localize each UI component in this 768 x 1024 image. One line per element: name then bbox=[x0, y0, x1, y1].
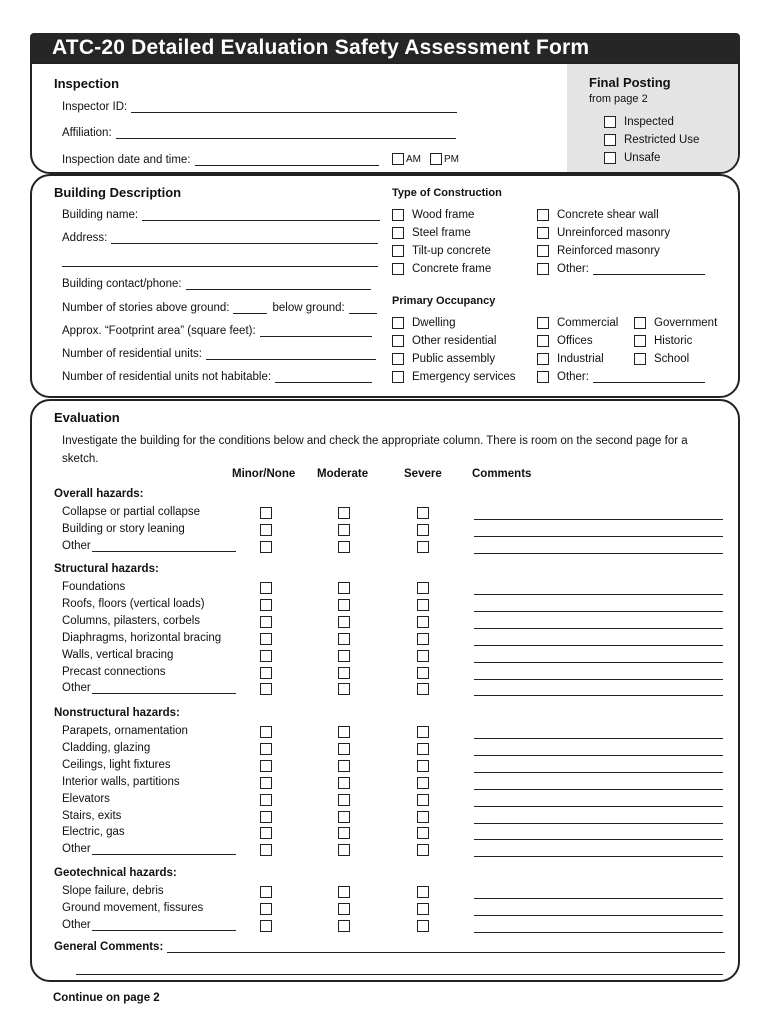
hazard-minor-checkbox[interactable] bbox=[260, 811, 272, 823]
contact-field[interactable] bbox=[62, 278, 371, 290]
hazard-severe-checkbox[interactable] bbox=[417, 920, 429, 932]
occupancy-school-checkbox[interactable] bbox=[634, 353, 646, 365]
hazard-label-text: Other bbox=[62, 843, 91, 856]
hazard-moderate-checkbox[interactable] bbox=[338, 633, 350, 645]
hazard-comment-line[interactable] bbox=[474, 536, 723, 537]
hazard-label-text: Ground movement, fissures bbox=[62, 901, 204, 914]
hazard-group-title: Nonstructural hazards: bbox=[54, 707, 180, 719]
hazard-moderate-checkbox[interactable] bbox=[338, 541, 350, 553]
hazard-minor-checkbox[interactable] bbox=[260, 743, 272, 755]
final-posting-box bbox=[567, 64, 740, 174]
hazard-minor-checkbox[interactable] bbox=[260, 599, 272, 611]
hazard-severe-checkbox[interactable] bbox=[417, 582, 429, 594]
hazard-group-title: Overall hazards: bbox=[54, 488, 144, 500]
residential-units-line[interactable] bbox=[206, 349, 376, 360]
units-not-habitable-field[interactable] bbox=[62, 371, 372, 383]
inspector-id-label: Inspector ID: bbox=[62, 101, 128, 113]
general-comments-line-2[interactable] bbox=[76, 974, 723, 975]
hazard-minor-checkbox[interactable] bbox=[260, 920, 272, 932]
hazard-label bbox=[62, 902, 203, 914]
hazard-label bbox=[62, 540, 236, 552]
hazard-minor-checkbox[interactable] bbox=[260, 827, 272, 839]
hazard-group-title: Structural hazards: bbox=[54, 563, 159, 575]
construction-tilt-up-concrete-label: Tilt-up concrete bbox=[412, 245, 491, 257]
construction-other-label: Other: bbox=[557, 263, 589, 275]
hazard-moderate-checkbox[interactable] bbox=[338, 886, 350, 898]
continue-note: Continue on page 2 bbox=[53, 992, 160, 1004]
pm-label: PM bbox=[444, 153, 459, 165]
hazard-label-text: Ceilings, light fixtures bbox=[62, 758, 171, 771]
occupancy-historic-checkbox[interactable] bbox=[634, 335, 646, 347]
hazard-row bbox=[32, 539, 740, 555]
hazard-label-text: Stairs, exits bbox=[62, 809, 122, 822]
hazard-label-text: Walls, vertical bracing bbox=[62, 648, 174, 661]
hazard-label-text: Cladding, glazing bbox=[62, 741, 151, 754]
hazard-moderate-checkbox[interactable] bbox=[338, 616, 350, 628]
construction-concrete-shear-wall-checkbox[interactable] bbox=[537, 209, 549, 221]
hazard-minor-checkbox[interactable] bbox=[260, 524, 272, 536]
hazard-moderate-checkbox[interactable] bbox=[338, 650, 350, 662]
occupancy-other-residential-label: Other residential bbox=[412, 335, 497, 347]
inspection-title: Inspection bbox=[54, 76, 120, 91]
hazard-comment-line[interactable] bbox=[474, 755, 723, 756]
inspection-section bbox=[30, 62, 740, 174]
affiliation-field[interactable] bbox=[62, 127, 456, 139]
hazard-severe-checkbox[interactable] bbox=[417, 507, 429, 519]
contact-label: Building contact/phone: bbox=[62, 278, 182, 290]
occupancy-other[interactable] bbox=[537, 371, 705, 383]
occupancy-emergency-services-label: Emergency services bbox=[412, 371, 516, 383]
hazard-label bbox=[62, 649, 173, 661]
hazard-moderate-checkbox[interactable] bbox=[338, 507, 350, 519]
construction-wood-frame[interactable] bbox=[392, 209, 474, 221]
hazard-comment-line[interactable] bbox=[474, 679, 723, 680]
construction-reinforced-masonry-checkbox[interactable] bbox=[537, 245, 549, 257]
hazard-minor-checkbox[interactable] bbox=[260, 541, 272, 553]
occupancy-school-label: School bbox=[654, 353, 690, 365]
hazard-comment-line[interactable] bbox=[474, 898, 723, 899]
occupancy-historic-label: Historic bbox=[654, 335, 693, 347]
occupancy-other-residential[interactable] bbox=[392, 335, 496, 347]
general-comments-label: General Comments: bbox=[54, 941, 164, 953]
hazard-comment-line[interactable] bbox=[474, 519, 723, 520]
hazard-row bbox=[32, 681, 740, 697]
construction-title: Type of Construction bbox=[392, 187, 502, 199]
occupancy-dwelling[interactable] bbox=[392, 317, 455, 329]
hazard-moderate-checkbox[interactable] bbox=[338, 683, 350, 695]
occupancy-other-label: Other: bbox=[557, 371, 589, 383]
restricted-use-checkbox[interactable] bbox=[604, 134, 616, 146]
inspector-id-line[interactable] bbox=[131, 102, 457, 113]
construction-tilt-up-concrete-checkbox[interactable] bbox=[392, 245, 404, 257]
hazard-comment-line[interactable] bbox=[474, 611, 723, 612]
hazard-comment-line[interactable] bbox=[474, 628, 723, 629]
hazard-label-text: Elevators bbox=[62, 792, 110, 805]
inspection-date-field[interactable] bbox=[62, 154, 379, 166]
hazard-minor-checkbox[interactable] bbox=[260, 507, 272, 519]
hazard-comment-line[interactable] bbox=[474, 662, 723, 663]
units-not-habitable-line[interactable] bbox=[275, 372, 372, 383]
occupancy-title: Primary Occupancy bbox=[392, 295, 496, 307]
hazard-comment-line[interactable] bbox=[474, 806, 723, 807]
hazard-row bbox=[32, 648, 740, 664]
hazard-moderate-checkbox[interactable] bbox=[338, 903, 350, 915]
inspector-id-field[interactable] bbox=[62, 101, 457, 113]
evaluation-section bbox=[30, 399, 740, 982]
hazard-comment-line[interactable] bbox=[474, 932, 723, 933]
hazard-row bbox=[32, 884, 740, 900]
hazard-label-text: Collapse or partial collapse bbox=[62, 506, 201, 518]
hazard-label-text: Other bbox=[62, 918, 91, 931]
inspection-date-line[interactable] bbox=[195, 155, 379, 166]
hazard-label bbox=[62, 581, 125, 593]
hazard-moderate-checkbox[interactable] bbox=[338, 582, 350, 594]
pm-option[interactable] bbox=[430, 153, 459, 165]
hazard-comment-line[interactable] bbox=[474, 789, 723, 790]
hazard-row bbox=[32, 775, 740, 791]
hazard-comment-line[interactable] bbox=[474, 594, 723, 595]
footprint-line[interactable] bbox=[260, 326, 372, 337]
hazard-moderate-checkbox[interactable] bbox=[338, 844, 350, 856]
hazard-severe-checkbox[interactable] bbox=[417, 794, 429, 806]
construction-other[interactable] bbox=[537, 263, 705, 275]
contact-line[interactable] bbox=[186, 279, 371, 290]
building-name-line[interactable] bbox=[142, 210, 380, 221]
construction-reinforced-masonry-label: Reinforced masonry bbox=[557, 245, 660, 257]
hazard-label bbox=[62, 682, 236, 694]
construction-tilt-up-concrete[interactable] bbox=[392, 245, 491, 257]
hazard-minor-checkbox[interactable] bbox=[260, 667, 272, 679]
occupancy-historic[interactable] bbox=[634, 335, 692, 347]
occupancy-public-assembly[interactable] bbox=[392, 353, 495, 365]
stories-below-line[interactable] bbox=[349, 303, 377, 314]
hazard-other-line[interactable] bbox=[92, 844, 236, 855]
inspected-label: Inspected bbox=[624, 116, 674, 128]
hazard-label-text: Slope failure, debris bbox=[62, 885, 164, 897]
construction-concrete-shear-wall[interactable] bbox=[537, 209, 659, 221]
hazard-row bbox=[32, 842, 740, 858]
construction-other-checkbox[interactable] bbox=[537, 263, 549, 275]
hazard-row bbox=[32, 522, 740, 538]
address-line[interactable] bbox=[111, 233, 378, 244]
hazard-other-line[interactable] bbox=[92, 683, 236, 694]
construction-steel-frame-checkbox[interactable] bbox=[392, 227, 404, 239]
building-description-title: Building Description bbox=[54, 185, 182, 200]
occupancy-offices-label: Offices bbox=[557, 335, 593, 347]
restricted-use-label: Restricted Use bbox=[624, 134, 700, 146]
stories-above-label: Number of stories above ground: bbox=[62, 302, 230, 314]
final-posting-subtitle: from page 2 bbox=[589, 93, 648, 105]
construction-concrete-frame[interactable] bbox=[392, 263, 491, 275]
hazard-comment-line[interactable] bbox=[474, 695, 723, 696]
hazard-label-text: Interior walls, partitions bbox=[62, 775, 180, 788]
occupancy-industrial-label: Industrial bbox=[557, 353, 604, 365]
occupancy-commercial[interactable] bbox=[537, 317, 618, 329]
hazard-minor-checkbox[interactable] bbox=[260, 616, 272, 628]
occupancy-government[interactable] bbox=[634, 317, 717, 329]
hazard-severe-checkbox[interactable] bbox=[417, 811, 429, 823]
construction-reinforced-masonry[interactable] bbox=[537, 245, 660, 257]
hazard-minor-checkbox[interactable] bbox=[260, 844, 272, 856]
construction-steel-frame-label: Steel frame bbox=[412, 227, 471, 239]
final-posting-restricted[interactable] bbox=[604, 134, 699, 146]
hazard-label bbox=[62, 666, 166, 678]
hazard-minor-checkbox[interactable] bbox=[260, 886, 272, 898]
construction-unreinforced-masonry[interactable] bbox=[537, 227, 670, 239]
occupancy-government-checkbox[interactable] bbox=[634, 317, 646, 329]
occupancy-offices-checkbox[interactable] bbox=[537, 335, 549, 347]
occupancy-public-assembly-label: Public assembly bbox=[412, 353, 496, 365]
occupancy-school[interactable] bbox=[634, 353, 689, 365]
hazard-severe-checkbox[interactable] bbox=[417, 667, 429, 679]
hazard-severe-checkbox[interactable] bbox=[417, 777, 429, 789]
hazard-label-text: Electric, gas bbox=[62, 826, 125, 839]
hazard-severe-checkbox[interactable] bbox=[417, 726, 429, 738]
hazard-severe-checkbox[interactable] bbox=[417, 827, 429, 839]
hazard-comment-line[interactable] bbox=[474, 856, 723, 857]
stories-below-label: below ground: bbox=[272, 302, 345, 314]
occupancy-dwelling-checkbox[interactable] bbox=[392, 317, 404, 329]
hazard-label bbox=[62, 742, 150, 754]
occupancy-industrial[interactable] bbox=[537, 353, 604, 365]
hazard-severe-checkbox[interactable] bbox=[417, 903, 429, 915]
hazard-label bbox=[62, 885, 164, 897]
hazard-label bbox=[62, 826, 125, 838]
building-name-label: Building name: bbox=[62, 209, 139, 221]
hazard-minor-checkbox[interactable] bbox=[260, 777, 272, 789]
hazard-label-text: Building or story leaning bbox=[62, 522, 185, 535]
construction-concrete-shear-wall-label: Concrete shear wall bbox=[557, 209, 659, 221]
hazard-severe-checkbox[interactable] bbox=[417, 616, 429, 628]
hazard-moderate-checkbox[interactable] bbox=[338, 524, 350, 536]
construction-unreinforced-masonry-label: Unreinforced masonry bbox=[557, 227, 671, 239]
hazard-label bbox=[62, 632, 221, 644]
residential-units-label: Number of residential units: bbox=[62, 348, 202, 360]
final-posting-unsafe[interactable] bbox=[604, 152, 660, 164]
stories-above-line[interactable] bbox=[233, 303, 267, 314]
unsafe-label: Unsafe bbox=[624, 152, 661, 164]
am-label: AM bbox=[406, 153, 421, 165]
col-moderate: Moderate bbox=[317, 468, 369, 480]
evaluation-intro: Investigate the building for the conditions below and check the appropriate column. There is room on the second page for a sketch. bbox=[62, 435, 688, 465]
col-severe: Severe bbox=[404, 468, 442, 480]
footprint-field[interactable] bbox=[62, 325, 372, 337]
address-line-2[interactable] bbox=[62, 266, 378, 267]
hazard-minor-checkbox[interactable] bbox=[260, 726, 272, 738]
general-comments-line[interactable] bbox=[167, 942, 725, 953]
building-description-section bbox=[30, 174, 740, 398]
occupancy-emergency-services-checkbox[interactable] bbox=[392, 371, 404, 383]
hazard-label bbox=[62, 506, 200, 518]
hazard-severe-checkbox[interactable] bbox=[417, 844, 429, 856]
address-label: Address: bbox=[62, 232, 108, 244]
hazard-row bbox=[32, 741, 740, 757]
hazard-label bbox=[62, 810, 121, 822]
hazard-severe-checkbox[interactable] bbox=[417, 743, 429, 755]
occupancy-commercial-checkbox[interactable] bbox=[537, 317, 549, 329]
hazard-group-title: Geotechnical hazards: bbox=[54, 867, 177, 879]
hazard-label-text: Other bbox=[62, 682, 91, 695]
occupancy-other-residential-checkbox[interactable] bbox=[392, 335, 404, 347]
occupancy-dwelling-label: Dwelling bbox=[412, 317, 456, 329]
hazard-row bbox=[32, 631, 740, 647]
hazard-row bbox=[32, 665, 740, 681]
hazard-moderate-checkbox[interactable] bbox=[338, 599, 350, 611]
hazard-label bbox=[62, 598, 205, 610]
hazard-label-text: Parapets, ornamentation bbox=[62, 725, 188, 737]
hazard-minor-checkbox[interactable] bbox=[260, 582, 272, 594]
pm-checkbox[interactable] bbox=[430, 153, 442, 165]
am-option[interactable] bbox=[392, 153, 421, 165]
hazard-moderate-checkbox[interactable] bbox=[338, 760, 350, 772]
hazard-severe-checkbox[interactable] bbox=[417, 633, 429, 645]
evaluation-title: Evaluation bbox=[54, 410, 120, 425]
hazard-label-text: Diaphragms, horizontal bracing bbox=[62, 631, 222, 644]
hazard-comment-line[interactable] bbox=[474, 823, 723, 824]
hazard-label bbox=[62, 843, 236, 855]
hazard-label bbox=[62, 919, 236, 931]
hazard-label bbox=[62, 725, 188, 737]
hazard-label bbox=[62, 759, 171, 771]
occupancy-emergency-services[interactable] bbox=[392, 371, 516, 383]
building-name-field[interactable] bbox=[62, 209, 380, 221]
hazard-severe-checkbox[interactable] bbox=[417, 524, 429, 536]
hazard-label bbox=[62, 793, 110, 805]
stories-field[interactable] bbox=[62, 302, 377, 314]
hazard-row bbox=[32, 505, 740, 521]
hazard-row bbox=[32, 901, 740, 917]
construction-unreinforced-masonry-checkbox[interactable] bbox=[537, 227, 549, 239]
inspection-date-label: Inspection date and time: bbox=[62, 154, 191, 166]
general-comments-field[interactable] bbox=[54, 941, 725, 953]
hazard-label bbox=[62, 615, 200, 627]
hazard-row bbox=[32, 809, 740, 825]
units-not-habitable-label: Number of residential units not habitable: bbox=[62, 371, 272, 383]
hazard-severe-checkbox[interactable] bbox=[417, 886, 429, 898]
hazard-moderate-checkbox[interactable] bbox=[338, 920, 350, 932]
am-checkbox[interactable] bbox=[392, 153, 404, 165]
construction-concrete-frame-checkbox[interactable] bbox=[392, 263, 404, 275]
hazard-minor-checkbox[interactable] bbox=[260, 903, 272, 915]
hazard-row bbox=[32, 724, 740, 740]
hazard-label-text: Foundations bbox=[62, 581, 126, 593]
occupancy-industrial-checkbox[interactable] bbox=[537, 353, 549, 365]
occupancy-commercial-label: Commercial bbox=[557, 317, 619, 329]
hazard-comment-line[interactable] bbox=[474, 645, 723, 646]
hazard-label-text: Columns, pilasters, corbels bbox=[62, 614, 201, 627]
hazard-row bbox=[32, 758, 740, 774]
col-comments: Comments bbox=[472, 468, 532, 480]
occupancy-other-checkbox[interactable] bbox=[537, 371, 549, 383]
hazard-moderate-checkbox[interactable] bbox=[338, 743, 350, 755]
hazard-label-text: Precast connections bbox=[62, 665, 166, 678]
hazard-minor-checkbox[interactable] bbox=[260, 650, 272, 662]
construction-steel-frame[interactable] bbox=[392, 227, 471, 239]
construction-wood-frame-checkbox[interactable] bbox=[392, 209, 404, 221]
occupancy-offices[interactable] bbox=[537, 335, 593, 347]
inspected-checkbox[interactable] bbox=[604, 116, 616, 128]
unsafe-checkbox[interactable] bbox=[604, 152, 616, 164]
construction-concrete-frame-label: Concrete frame bbox=[412, 263, 492, 275]
hazard-severe-checkbox[interactable] bbox=[417, 760, 429, 772]
hazard-row bbox=[32, 580, 740, 596]
hazard-comment-line[interactable] bbox=[474, 553, 723, 554]
affiliation-line[interactable] bbox=[116, 128, 456, 139]
hazard-row bbox=[32, 597, 740, 613]
construction-wood-frame-label: Wood frame bbox=[412, 209, 475, 221]
hazard-moderate-checkbox[interactable] bbox=[338, 726, 350, 738]
hazard-minor-checkbox[interactable] bbox=[260, 760, 272, 772]
hazard-moderate-checkbox[interactable] bbox=[338, 794, 350, 806]
hazard-moderate-checkbox[interactable] bbox=[338, 827, 350, 839]
hazard-comment-line[interactable] bbox=[474, 772, 723, 773]
hazard-severe-checkbox[interactable] bbox=[417, 541, 429, 553]
hazard-row bbox=[32, 825, 740, 841]
hazard-label-text: Other bbox=[62, 539, 91, 552]
occupancy-public-assembly-checkbox[interactable] bbox=[392, 353, 404, 365]
hazard-minor-checkbox[interactable] bbox=[260, 683, 272, 695]
hazard-comment-line[interactable] bbox=[474, 915, 723, 916]
hazard-label-text: Roofs, floors (vertical loads) bbox=[62, 597, 205, 610]
footprint-label: Approx. “Footprint area” (square feet): bbox=[62, 325, 256, 337]
address-field[interactable] bbox=[62, 232, 378, 244]
hazard-row bbox=[32, 614, 740, 630]
hazard-label bbox=[62, 523, 185, 535]
final-posting-title: Final Posting bbox=[589, 75, 671, 90]
hazard-moderate-checkbox[interactable] bbox=[338, 811, 350, 823]
occupancy-other-line[interactable] bbox=[593, 372, 705, 383]
hazard-label bbox=[62, 776, 180, 788]
construction-other-line[interactable] bbox=[593, 264, 705, 275]
hazard-moderate-checkbox[interactable] bbox=[338, 777, 350, 789]
occupancy-government-label: Government bbox=[654, 317, 718, 329]
hazard-row bbox=[32, 792, 740, 808]
hazard-comment-line[interactable] bbox=[474, 738, 723, 739]
hazard-moderate-checkbox[interactable] bbox=[338, 667, 350, 679]
residential-units-field[interactable] bbox=[62, 348, 376, 360]
hazard-severe-checkbox[interactable] bbox=[417, 650, 429, 662]
col-minor-none: Minor/None bbox=[232, 468, 296, 480]
hazard-minor-checkbox[interactable] bbox=[260, 794, 272, 806]
hazard-comment-line[interactable] bbox=[474, 839, 723, 840]
hazard-minor-checkbox[interactable] bbox=[260, 633, 272, 645]
hazard-severe-checkbox[interactable] bbox=[417, 683, 429, 695]
affiliation-label: Affiliation: bbox=[62, 127, 112, 139]
hazard-other-line[interactable] bbox=[92, 541, 236, 552]
final-posting-inspected[interactable] bbox=[604, 116, 674, 128]
hazard-row bbox=[32, 918, 740, 934]
hazard-severe-checkbox[interactable] bbox=[417, 599, 429, 611]
form-title: ATC-20 Detailed Evaluation Safety Assessment Form bbox=[30, 33, 740, 67]
hazard-other-line[interactable] bbox=[92, 920, 236, 931]
